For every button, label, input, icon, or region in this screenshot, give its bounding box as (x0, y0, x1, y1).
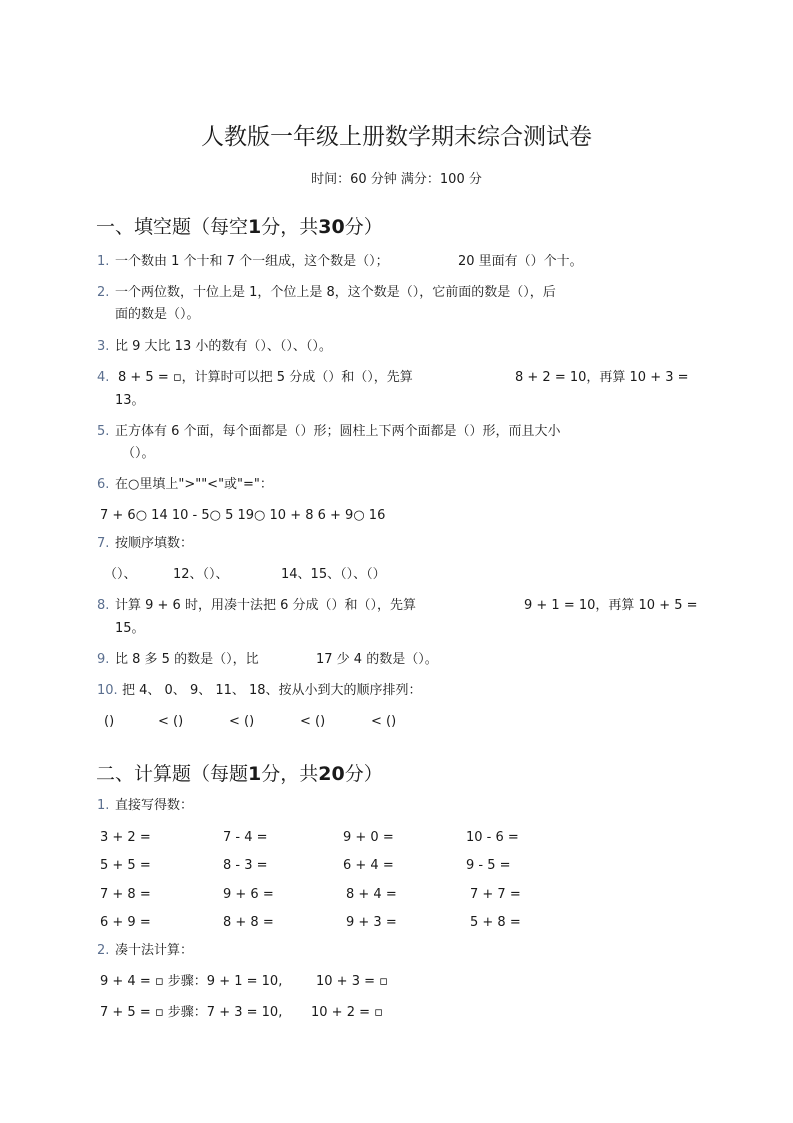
arithmetic-item: 3 + 2 = (100, 830, 151, 845)
make-ten-step: 10 + 3 = ▫ (316, 974, 388, 989)
arithmetic-item: 5 + 5 = (100, 858, 151, 873)
question-text: 一个两位数，十位上是 1，个位上是 8，这个数是（），它前面的数是（），后 (115, 285, 556, 300)
question-text: 一个数由 1 个十和 7 个一组成，这个数是（）； (115, 254, 389, 269)
page-title: 人教版一年级上册数学期末综合测试卷 (201, 124, 592, 150)
question-text: 13。 (115, 393, 145, 408)
question-number: 10. (97, 683, 118, 698)
question-text: 把 4、 0、 9、 11、 18、按从小到大的顺序排列： (122, 683, 422, 698)
question-text: 8 + 2 = 10，再算 10 + 3 = (515, 370, 689, 385)
question-text: 面的数是（）。 (115, 307, 200, 322)
question-text: 在○里填上">""<"或"="： (115, 477, 273, 492)
question-text: 计算 9 + 6 时，用凑十法把 6 分成（）和（），先算 (115, 598, 416, 613)
question-text: 20 里面有（）个十。 (458, 254, 583, 269)
arithmetic-item: 9 - 5 = (466, 858, 511, 873)
arithmetic-item: 9 + 0 = (343, 830, 394, 845)
arithmetic-item: 7 - 4 = (223, 830, 268, 845)
make-ten-step: 9 + 4 = ▫ 步骤：9 + 1 = 10, (100, 974, 283, 989)
question-text: 15。 (115, 621, 145, 636)
arithmetic-item: 9 + 6 = (223, 887, 274, 902)
question-text: 17 少 4 的数是（）。 (316, 652, 438, 667)
order-blank: < () (371, 714, 397, 729)
sequence-blank: （）、 (104, 567, 137, 582)
question-number: 5. (97, 424, 110, 439)
sequence-blank: 14、15、（）、（） (281, 567, 386, 582)
question-text: 比 8 多 5 的数是（），比 (115, 652, 259, 667)
question-text: （）。 (122, 446, 155, 461)
heading-points: 1 (248, 763, 262, 785)
arithmetic-item: 7 + 7 = (470, 887, 521, 902)
heading-text: 一、填空题（每空 (96, 216, 249, 238)
question-text: 按顺序填数： (115, 536, 194, 551)
order-blank: () (104, 714, 115, 729)
sequence-blank: 12、（）、 (173, 567, 229, 582)
section-heading-fill-blank (96, 212, 383, 239)
arithmetic-item: 8 + 8 = (223, 915, 274, 930)
question-number: 7. (97, 536, 110, 551)
heading-text: 分，共 (261, 763, 319, 785)
question-text: 8 + 5 = ▫，计算时可以把 5 分成（）和（），先算 (118, 370, 413, 385)
exam-info: 时间：60 分钟 满分：100 分 (311, 172, 482, 187)
arithmetic-item: 8 - 3 = (223, 858, 268, 873)
make-ten-step: 10 + 2 = ▫ (311, 1005, 383, 1020)
heading-total: 20 (318, 763, 345, 785)
make-ten-step: 7 + 5 = ▫ 步骤：7 + 3 = 10, (100, 1005, 283, 1020)
question-number: 1. (97, 798, 110, 813)
question-number: 2. (97, 285, 110, 300)
arithmetic-item: 6 + 4 = (343, 858, 394, 873)
question-number: 3. (97, 339, 110, 354)
section-heading-calculation (96, 759, 383, 786)
question-number: 1. (97, 254, 110, 269)
arithmetic-item: 7 + 8 = (100, 887, 151, 902)
arithmetic-item: 6 + 9 = (100, 915, 151, 930)
order-blank: < () (158, 714, 184, 729)
arithmetic-item: 8 + 4 = (346, 887, 397, 902)
question-number: 8. (97, 598, 110, 613)
heading-text: 分） (344, 216, 383, 238)
heading-text: 二、计算题（每题 (96, 763, 249, 785)
comparison-items: 7 + 6○ 14 10 - 5○ 5 19○ 10 + 8 6 + 9○ 16 (100, 508, 386, 523)
heading-text: 分） (344, 763, 383, 785)
question-text: 9 + 1 = 10，再算 10 + 5 = (524, 598, 698, 613)
question-number: 2. (97, 943, 110, 958)
heading-total: 30 (318, 216, 345, 238)
question-text: 比 9 大比 13 小的数有（）、（）、（）。 (115, 339, 332, 354)
question-number: 6. (97, 477, 110, 492)
question-text: 凑十法计算： (115, 943, 194, 958)
order-blank: < () (229, 714, 255, 729)
question-text: 直接写得数： (115, 798, 194, 813)
arithmetic-item: 10 - 6 = (466, 830, 519, 845)
question-number: 9. (97, 652, 110, 667)
question-text: 正方体有 6 个面，每个面都是（）形；圆柱上下两个面都是（）形，而且大小 (115, 424, 561, 439)
arithmetic-item: 5 + 8 = (470, 915, 521, 930)
question-number: 4. (97, 370, 110, 385)
order-blank: < () (300, 714, 326, 729)
heading-points: 1 (248, 216, 262, 238)
arithmetic-item: 9 + 3 = (346, 915, 397, 930)
heading-text: 分，共 (261, 216, 319, 238)
